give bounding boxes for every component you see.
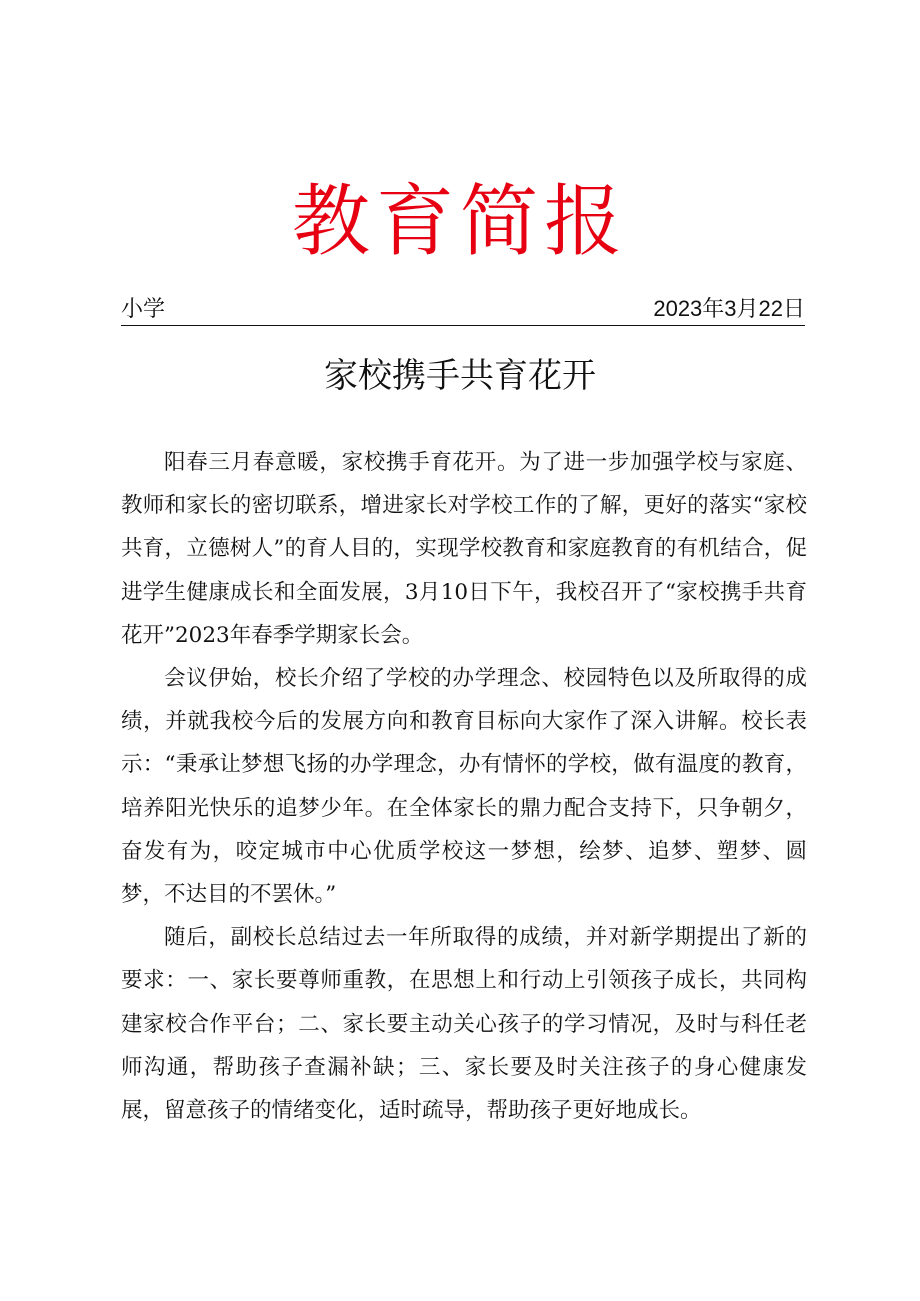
issue-info-line xyxy=(121,293,805,326)
article-body xyxy=(121,441,807,1132)
article-paragraph: 阳春三月春意暖，家校携手育花开。为了进一步加强学校与家庭、教师和家长的密切联系，增进家长对学校工作的了解，更好的落实“家校共育，立德树人”的育人目的，实现学校教育和家庭教育的有机结合，促进学生健康成长和全面发展，3月10日下午，我校召开了“家校携手共育花开”2023年春季学期家长会。 xyxy=(121,450,807,648)
article-headline: 家校携手共育花开 xyxy=(324,356,596,396)
article-paragraph: 随后，副校长总结过去一年所取得的成绩，并对新学期提出了新的要求：一、家长要尊师重教，在思想上和行动上引领孩子成长，共同构建家校合作平台；二、家长要主动关心孩子的学习情况，及时与科任老师沟通，帮助孩子查漏补缺；三、家长要及时关注孩子的身心健康发展，留意孩子的情绪变化，适时疏导，帮助孩子更好地成长。 xyxy=(121,925,807,1124)
school-name: 小学 xyxy=(121,296,166,321)
article-paragraph: 会议伊始，校长介绍了学校的办学理念、校园特色以及所取得的成绩，并就我校今后的发展方向和教育目标向大家作了深入讲解。校长表示：“秉承让梦想飞扬的办学理念，办有情怀的学校，做有温度的教育，培养阳光快乐的追梦少年。在全体家长的鼎力配合支持下，只争朝夕，奋发有为，咬定城市中心优质学校这一梦想，绘梦、追梦、塑梦、圆梦，不达目的不罢休。” xyxy=(121,666,807,908)
issue-date: 2023年3月22日 xyxy=(653,296,805,321)
newsletter-title: 教育简报 xyxy=(291,177,628,267)
